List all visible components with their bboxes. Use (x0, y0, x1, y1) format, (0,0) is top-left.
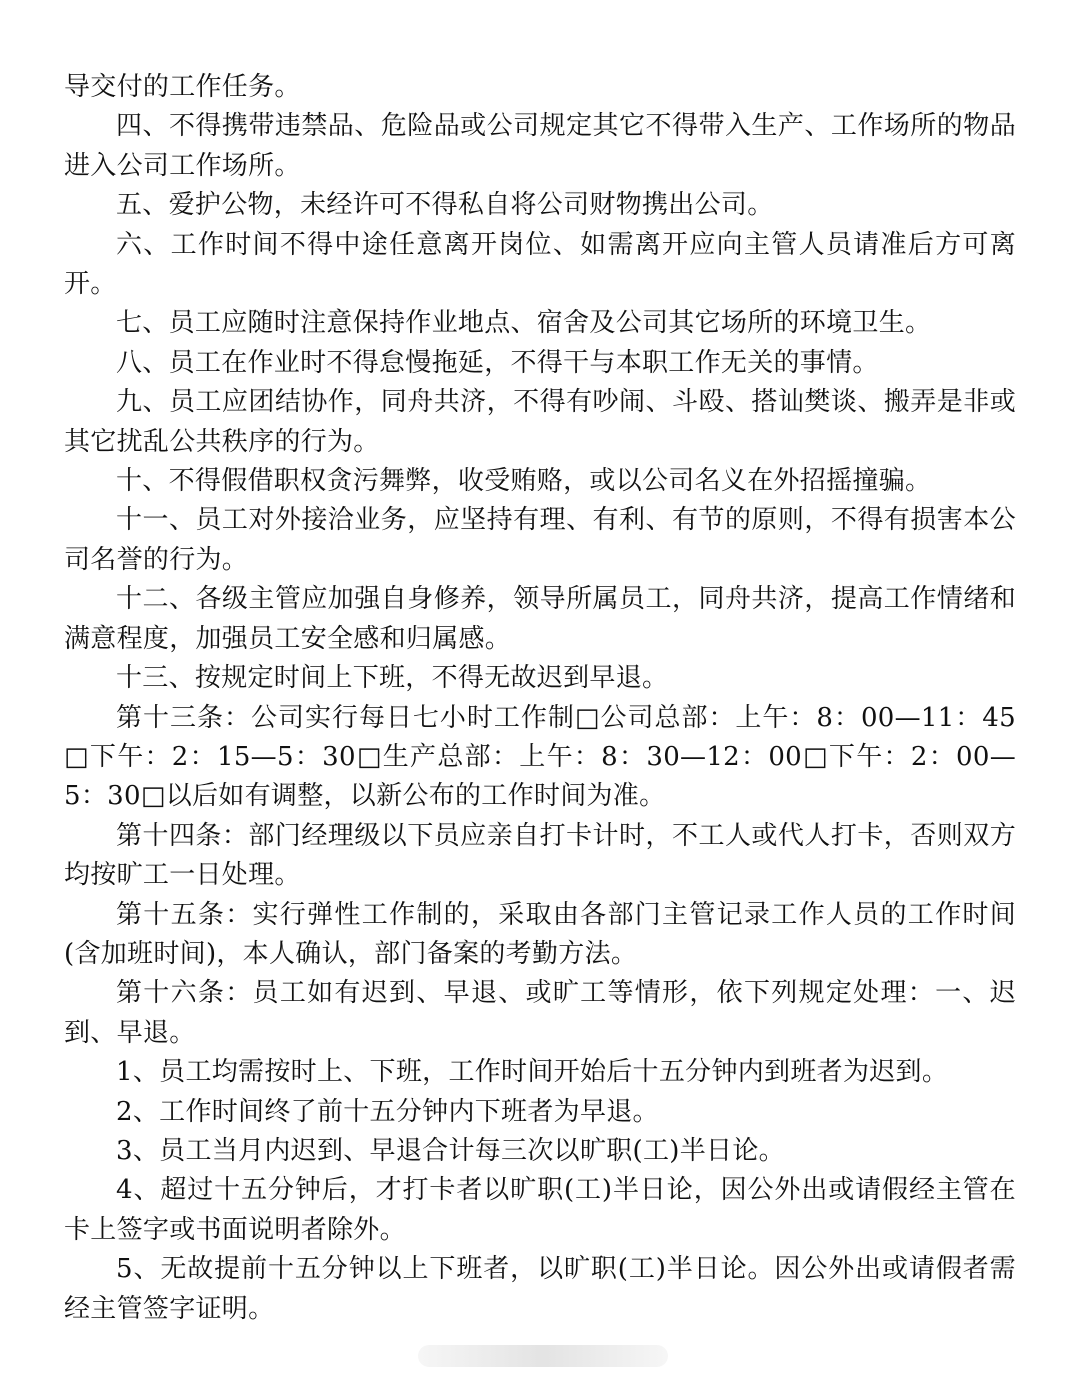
paragraph: 第十三条：公司实行每日七小时工作制□公司总部：上午：8：00—11：45□下午：2：15—5：30□生产总部：上午：8：30—12：00□下午：2：00—5：30□以后如有调整，以新公布的工作时间为准。 (64, 702, 1016, 812)
paragraph: 五、爱护公物，未经许可不得私自将公司财物携出公司。 (116, 190, 774, 221)
paragraph: 六、工作时间不得中途任意离开岗位、如需离开应向主管人员请准后方可离开。 (64, 229, 1016, 300)
paragraph: 十、不得假借职权贪污舞弊，收受贿赂，或以公司名义在外招摇撞骗。 (116, 466, 932, 497)
watermark (418, 1345, 668, 1367)
paragraph: 十二、各级主管应加强自身修养，领导所属员工，同舟共济，提高工作情绪和满意程度，加强员工安全感和归属感。 (64, 584, 1016, 654)
paragraph: 4、超过十五分钟后，才打卡者以旷职(工)半日论，因公外出或请假经主管在卡上签字或书面说明者除外。 (64, 1175, 1016, 1245)
document-body (64, 68, 1016, 1329)
paragraph: 第十五条：实行弹性工作制的，采取由各部门主管记录工作人员的工作时间(含加班时间)，本人确认，部门备案的考勤方法。 (64, 899, 1016, 969)
paragraph: 八、员工在作业时不得怠慢拖延，不得干与本职工作无关的事情。 (116, 347, 879, 378)
paragraph: 第十四条：部门经理级以下员应亲自打卡计时，不工人或代人打卡，否则双方均按旷工一日处理。 (64, 820, 1016, 891)
paragraph: 2、工作时间终了前十五分钟内下班者为早退。 (116, 1096, 659, 1127)
paragraph: 第十六条：员工如有迟到、早退、或旷工等情形，依下列规定处理：一、迟到、早退。 (64, 978, 1016, 1048)
paragraph: 十三、按规定时间上下班，不得无故迟到早退。 (116, 663, 669, 694)
paragraph: 七、员工应随时注意保持作业地点、宿舍及公司其它场所的环境卫生。 (116, 308, 932, 339)
paragraph: 四、不得携带违禁品、危险品或公司规定其它不得带入生产、工作场所的物品进入公司工作场所。 (64, 111, 1016, 181)
paragraph: 3、员工当月内迟到、早退合计每三次以旷职(工)半日论。 (116, 1135, 785, 1166)
paragraph: 1、员工均需按时上、下班，工作时间开始后十五分钟内到班者为迟到。 (116, 1057, 949, 1088)
paragraph: 导交付的工作任务。 (64, 72, 301, 102)
paragraph: 十一、员工对外接洽业务，应坚持有理、有利、有节的原则，不得有损害本公司名誉的行为。 (64, 505, 1016, 575)
paragraph: 九、员工应团结协作，同舟共济，不得有吵闹、斗殴、搭讪樊谈、搬弄是非或其它扰乱公共秩序的行为。 (64, 387, 1016, 457)
paragraph: 5、无故提前十五分钟以上下班者，以旷职(工)半日论。因公外出或请假者需经主管签字证明。 (64, 1254, 1016, 1324)
